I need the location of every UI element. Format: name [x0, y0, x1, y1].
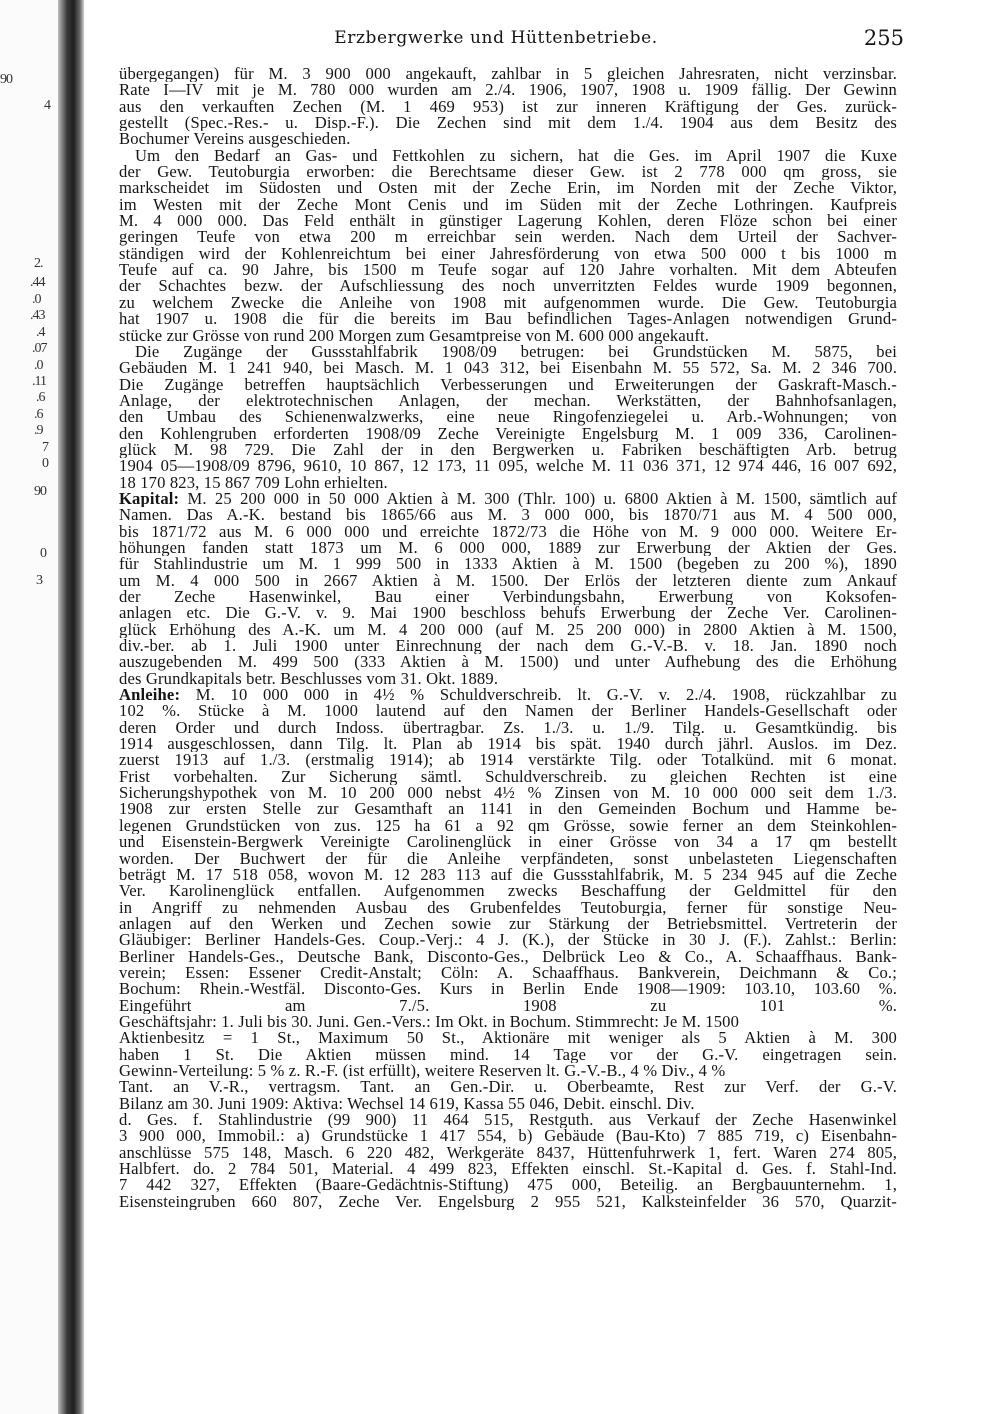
text-line: glück Erhöhung des A.-K. um M. 4 200 000 (auf M. 25 200 000) in 2800 Aktien à M. 1500,: [119, 621, 897, 639]
gutter-fragment: .6: [34, 407, 43, 422]
text-line: glück M. 98 729. Die Zahl der in den Bergwerken u. Fabriken beschäftigten Arb. betrug: [119, 441, 897, 459]
text-line: 7 442 327, Effekten (Baare-Gedächtnis-Stiftung) 475 000, Beteilig. an Bergbauunternehm. 1,: [119, 1177, 897, 1194]
text-line: Die Zugänge betreffen hauptsächlich Verbesserungen und Erweiterungen der Gaskraft-Masch.-: [119, 376, 897, 393]
text-line: 1914 ausgeschlossen, dann Tilg. lt. Plan ab 1914 bis spät. 1940 durch jährl. Auslos. im Dez.: [119, 736, 897, 753]
text-line: um M. 4 000 500 in 2667 Aktien à M. 1500. Der Erlös der letzteren diente zum Ankauf: [119, 572, 897, 589]
text-line: Tant. an V.-R., vertragsm. Tant. an Gen.-Dir. u. Oberbeamte, Rest zur Verf. der G.-V.: [119, 1079, 897, 1096]
text-line: Halbfert. do. 2 784 501, Material. 4 499 823, Effekten einschl. St.-Kapital d. Ges. f. Stahl-Ind.: [119, 1161, 897, 1178]
text-line: Bilanz am 30. Juni 1909: Aktiva: Wechsel 14 619, Kassa 55 046, Debit. einschl. Div.: [119, 1095, 695, 1112]
gutter-fragment: 7: [42, 440, 48, 455]
text-line: verein; Essen: Essener Credit-Anstalt; Cöln: A. Schaaffhaus. Bankverein, Deichmann & Co.;: [119, 964, 897, 982]
text-line: hat 1907 u. 1908 die für die bereits im Bau befindlichen Tages-Anlagen notwendigen Grund-: [119, 311, 897, 328]
gutter-fragment: 0: [42, 456, 48, 471]
text-line: Bochumer Vereins ausgeschieden.: [119, 131, 351, 148]
text-line: Eisensteingruben 660 807, Zeche Ver. Engelsburg 2 955 521, Kalksteinfelder 36 570, Quarzit-: [119, 1193, 897, 1211]
text-line: 1908 zur ersten Stelle zur Gesamthaft an 1141 in den Gemeinden Bochum und Hamme be-: [119, 801, 897, 818]
text-line: geringen Teufe von etwa 200 m erreichbar sein werden. Nach dem Urteil der Sachver-: [119, 229, 897, 246]
gutter-fragment: 4: [44, 98, 50, 113]
gutter-fragment: .07: [32, 341, 47, 356]
text-line: div.-ber. ab 1. Juli 1900 unter Einrechnung der nach dem G.-V.-B. v. 18. Jan. 1890 noch: [119, 638, 897, 655]
text-line: der Zeche Hasenwinkel, Bau einer Verbindungsbahn, Erwerbung von Koksofen-: [119, 589, 897, 606]
text-line: 1904 05—1908/09 8796, 9610, 10 867, 12 173, 11 095, welche M. 11 036 371, 12 974 446, 16 007 692,: [119, 458, 897, 475]
text-line: Anlage, der elektrotechnischen Anlagen, der mechan. Werkstätten, der Bahnhofsanlagen,: [119, 392, 897, 410]
gutter-fragment: .0: [32, 292, 41, 307]
text-line: aus den verkauften Zechen (M. 1 469 953) ist zur inneren Kräftigung der Ges. zurück-: [119, 98, 897, 116]
text-line: anlagen etc. Die G.-V. v. 9. Mai 1900 beschloss behufs Erwerbung der Zeche Ver. Carolinen-: [119, 605, 897, 622]
body-text: [119, 66, 897, 1210]
gutter-fragment: 90: [34, 484, 46, 499]
text-line: 3 900 000, Immobil.: a) Grundstücke 1 417 554, b) Gebäude (Bau-Kto) 7 885 719, c) Eisenbahn-: [119, 1128, 897, 1145]
text-line: Aktienbesitz = 1 St., Maximum 50 St., Aktionäre mit weniger als 5 Aktien à M. 300: [119, 1030, 897, 1047]
gutter-fragment: .43: [30, 308, 45, 323]
text-line: M. 4 000 000. Das Feld enthält in günstiger Lagerung Kohlen, deren Flöze schon bei einer: [119, 213, 897, 230]
text-line: im Westen mit der Zeche Mont Cenis und im Süden mit der Zeche Lothringen. Kaufpreis: [119, 196, 897, 214]
text-line: Berliner Handels-Ges., Deutsche Bank, Disconto-Ges., Delbrück Leo & Co., A. Schaaffhaus. Bank-: [119, 948, 897, 965]
gutter-fragment: 3: [36, 573, 42, 588]
gutter-fragment: 2.: [34, 256, 43, 271]
text-line: Um den Bedarf an Gas- und Fettkohlen zu sichern, hat die Ges. im April 1907 die Kuxe: [135, 147, 897, 165]
text-line: worden. Der Buchwert der für die Anleihe verpfändeten, sonst unbelasteten Liegenschaften: [119, 850, 897, 867]
text-line: Teufe auf ca. 90 Jahre, bis 1500 m Teufe sogar auf 120 Jahre vorhalten. Mit dem Abteufen: [119, 262, 897, 279]
text-line: in Angriff zu nehmenden Ausbau des Grubenfeldes Teutoburgia, ferner für sonstige Neu-: [119, 899, 897, 916]
gutter-fragment: 0: [40, 546, 46, 561]
page-number: 255: [863, 26, 904, 50]
text-line: Anleihe: M. 10 000 000 in 4½ % Schuldverschreib. lt. G.-V. v. 2./4. 1908, rückzahlbar zu: [119, 687, 897, 704]
text-line: Die Zugänge der Gussstahlfabrik 1908/09 betrugen: bei Grundstücken M. 5875, bei: [135, 343, 897, 361]
text-line: deren Order und durch Indoss. übertragbar. Zs. 1./3. u. 1./9. Tilg. u. Gesamtkündig. bis: [119, 719, 897, 737]
text-line: 18 170 823, 15 867 709 Lohn erhielten.: [119, 474, 388, 491]
text-line: Gläubiger: Berliner Handels-Ges. Coup.-Verj.: 4 J. (K.), der Stücke in 30 J. (F.). Zahlst.: Berlin:: [119, 932, 897, 949]
text-line: Eingeführt am 7./5. 1908 zu 101 %.: [119, 997, 897, 1014]
text-line: zuerst 1913 auf 1./3. (erstmalig 1914); ab 1914 verstärkte Tilg. oder Totalkünd. mit 6 monat.: [119, 752, 897, 769]
text-line: der Gew. Teutoburgia erworben: die Berechtsame dieser Gew. ist 2 778 000 qm gross, sie: [119, 164, 897, 181]
text-line: der Schachtes bezw. der Aufschliessung des noch unverritzten Feldes wurde 1909 begonnen,: [119, 278, 897, 295]
text-line: Sicherungshypothek von M. 10 200 000 nebst 4½ % Zinsen von M. 10 000 000 seit dem 1./3.: [119, 785, 897, 802]
text-line: des Grundkapitals betr. Beschlusses vom 31. Okt. 1889.: [119, 670, 499, 688]
page-binding: [0, 0, 86, 1414]
text-line: höhungen fanden statt 1873 um M. 6 000 000, 1889 zur Erwerbung der Aktien der Ges.: [119, 539, 897, 557]
text-line: und Eisenstein-Bergwerk Vereinigte Carolinenglück in einer Grösse von 34 a 17 qm bestellt: [119, 834, 897, 851]
text-line: Rate I—IV mit je M. 780 000 wurden am 2./4. 1906, 1907, 1908 u. 1909 fällig. Der Gewinn: [119, 82, 897, 99]
running-head: Erzbergwerke und Hüttenbetriebe.: [334, 28, 658, 48]
text-line: Ver. Karolinenglück entfallen. Aufgenommen zwecks Beschaffung der Geldmittel für den: [119, 883, 897, 900]
text-line: legenen Grundstücken von zus. 125 ha 61 a 92 qm Grösse, sowie ferner an dem Steinkohlen-: [119, 817, 897, 835]
text-line: den Umbau des Schienenwalzwerks, eine neue Ringofenziegelei u. Arb.-Wohnungen; von: [119, 409, 897, 426]
binding-shadow: [58, 0, 84, 1414]
gutter-fragment: 90: [0, 72, 12, 87]
text-line: Frist vorbehalten. Zur Sicherung sämtl. Schuldverschreib. zu gleichen Rechten ist eine: [119, 768, 897, 786]
gutter-fragment: .11: [32, 374, 46, 389]
text-line: Namen. Das A.-K. bestand bis 1865/66 aus M. 3 000 000, bis 1870/71 aus M. 4 500 000,: [119, 507, 897, 524]
text-line: Gewinn-Verteilung: 5 % z. R.-F. (ist erfüllt), weitere Reserven lt. G.-V.-B., 4 % Div., 4 %: [119, 1062, 726, 1080]
text-line: für Stahlindustrie um M. 1 999 500 in 1333 Aktien à M. 1500 (begeben zu 200 %), 1890: [119, 556, 897, 573]
text-line: haben 1 St. Die Aktien müssen mind. 14 Tage vor der G.-V. eingetragen sein.: [119, 1046, 897, 1063]
text-line: bis 1871/72 aus M. 6 000 000 und erreichte 1872/73 die Höhe von M. 9 000 000. Weitere Er-: [119, 523, 897, 540]
text-line: markscheidet im Südosten und Osten mit der Zeche Erin, im Norden mit der Zeche Viktor,: [119, 180, 897, 197]
gutter-fragment: .0: [34, 358, 43, 373]
text-line: auszugebenden M. 499 500 (333 Aktien à M. 1500) und unter Aufhebung des die Erhöhung: [119, 654, 897, 671]
page-header: [86, 26, 906, 56]
text-line: Bochum: Rhein.-Westfäl. Disconto-Ges. Kurs in Berlin Ende 1908—1909: 103.10, 103.60 %.: [119, 981, 897, 998]
text-line: anschlüsse 575 148, Masch. 6 220 482, Werkgeräte 8437, Hüttenfuhrwerk 1, fert. Waren 274 805,: [119, 1144, 897, 1162]
text-line: übergegangen) für M. 3 900 000 angekauft, zahlbar in 5 gleichen Jahresraten, nicht verzinsbar.: [119, 66, 897, 83]
gutter-fragment: .4: [36, 325, 45, 340]
gutter-fragment: .6: [36, 390, 45, 405]
text-line: d. Ges. f. Stahlindustrie (99 900) 11 464 515, Restguth. aus Verkauf der Zeche Hasenwinkel: [119, 1112, 897, 1129]
text-line: stücke zur Grösse von rund 200 Morgen zum Gesamtpreise von M. 600 000 angekauft.: [119, 327, 710, 344]
text-line: den Kohlengruben erforderten 1908/09 Zeche Vereinigte Engelsburg M. 1 009 336, Carolinen-: [119, 425, 897, 442]
text-line: Kapital: M. 25 200 000 in 50 000 Aktien à M. 300 (Thlr. 100) u. 6800 Aktien à M. 1500, sämtlich auf: [119, 490, 897, 508]
gutter-fragment: .9: [34, 423, 43, 438]
text-line: 102 %. Stücke à M. 1000 lautend auf den Namen der Berliner Handels-Gesellschaft oder: [119, 703, 897, 720]
text-line: Geschäftsjahr: 1. Juli bis 30. Juni. Gen.-Vers.: Im Okt. in Bochum. Stimmrecht: Je M. 1500: [119, 1013, 740, 1031]
previous-page-margin: [0, 0, 58, 1414]
text-line: beträgt M. 17 518 058, wovon M. 12 283 113 auf die Gussstahlfabrik, M. 5 234 945 auf die Zeche: [119, 866, 897, 884]
text-line: Gebäuden M. 1 241 940, bei Masch. M. 1 043 312, bei Eisenbahn M. 55 572, Sa. M. 2 346 700.: [119, 360, 897, 377]
text-line: anlagen auf den Werken und Zechen sowie zur Stärkung der Betriebsmittel. Vertreterin der: [119, 915, 897, 933]
text-line: gestellt (Spec.-Res.- u. Disp.-F.). Die Zechen sind mit dem 1./4. 1904 aus dem Besitz des: [119, 115, 897, 132]
text-line: zu welchem Zwecke die Anleihe von 1908 mit aufgenommen wurde. Die Gew. Teutoburgia: [119, 294, 897, 312]
gutter-fragment: .44: [30, 275, 45, 290]
text-line: ständigen wird der Kohlenreichtum bei einer Jahresförderung von etwa 500 000 t bis 1000 m: [119, 245, 897, 263]
